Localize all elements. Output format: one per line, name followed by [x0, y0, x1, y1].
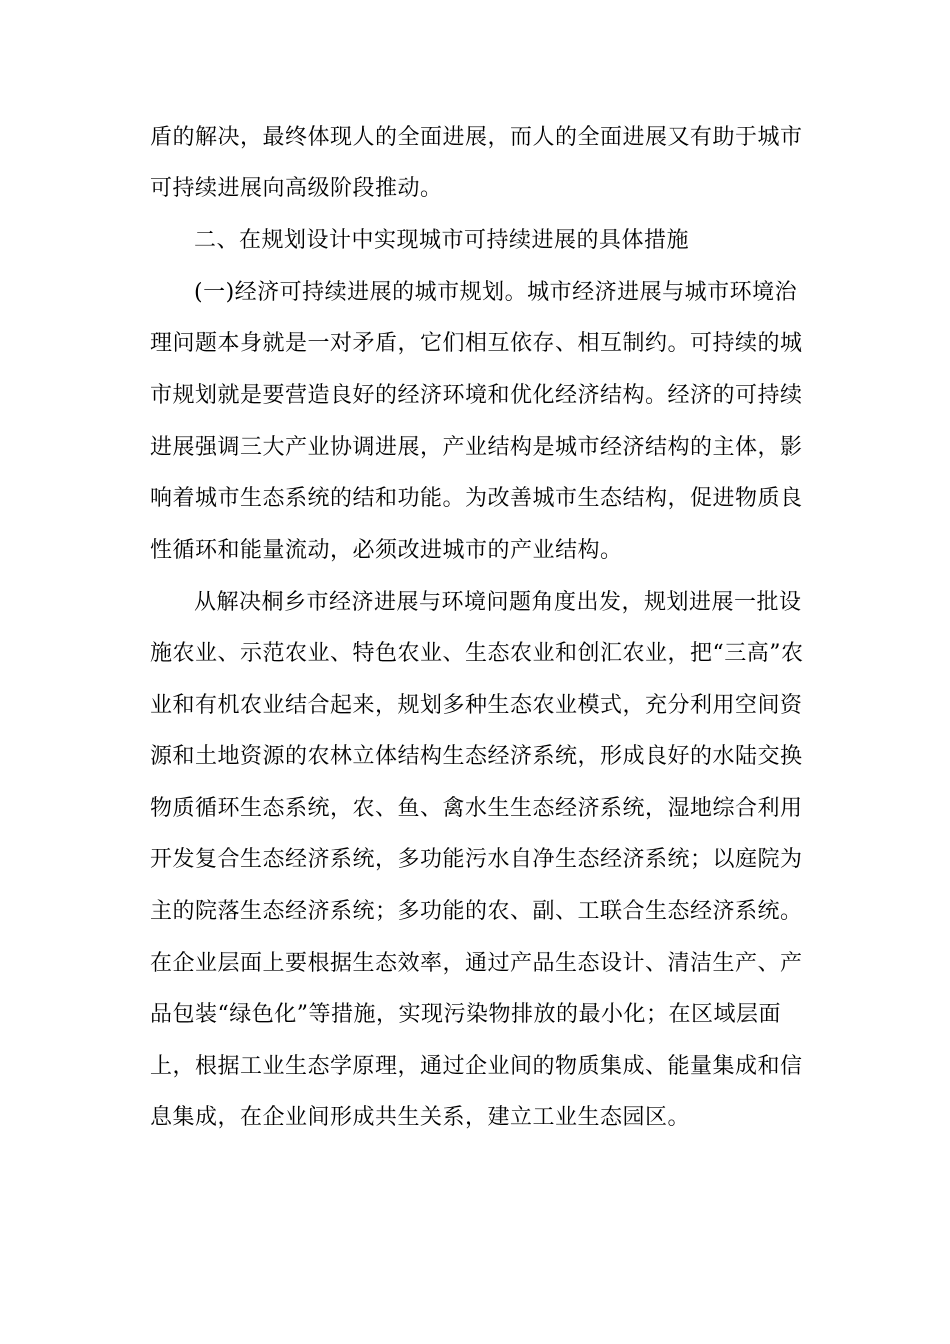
text-line: 业和有机农业结合起来，规划多种生态农业模式，充分利用空间资: [150, 693, 803, 718]
text-line: 可持续进展向高级阶段推动。: [150, 176, 443, 201]
text-line: 源和土地资源的农林立体结构生态经济系统，形成良好的水陆交换: [150, 744, 803, 769]
text-line: 息集成，在企业间形成共生关系，建立工业生态园区。: [150, 1105, 691, 1130]
text-line: (一)经济可持续进展的城市规划。城市经济进展与城市环境治: [194, 280, 798, 305]
text-line: 品包装“绿色化”等措施，实现污染物排放的最小化；在区域层面: [150, 1002, 781, 1027]
text-line: 开发复合生态经济系统，多功能污水自净生态经济系统；以庭院为: [150, 847, 803, 872]
text-line: 上，根据工业生态学原理，通过企业间的物质集成、能量集成和信: [150, 1054, 803, 1079]
text-line: 盾的解决，最终体现人的全面进展，而人的全面进展又有助于城市: [150, 125, 803, 150]
text-line: 施农业、示范农业、特色农业、生态农业和创汇农业，把“三高”农: [150, 641, 804, 666]
text-line: 在企业层面上要根据生态效率，通过产品生态设计、清洁生产、产: [150, 951, 803, 976]
text-line: 响着城市生态系统的结和功能。为改善城市生态结构，促进物质良: [150, 486, 803, 511]
text-line: 性循环和能量流动，必须改进城市的产业结构。: [150, 538, 623, 563]
text-line: 进展强调三大产业协调进展，产业结构是城市经济结构的主体，影: [150, 435, 803, 460]
section-heading: 二、在规划设计中实现城市可持续进展的具体措施: [194, 228, 690, 253]
text-line: 主的院落生态经济系统；多功能的农、副、工联合生态经济系统。: [150, 899, 803, 924]
text-line: 市规划就是要营造良好的经济环境和优化经济结构。经济的可持续: [150, 383, 803, 408]
text-line: 物质循环生态系统，农、鱼、禽水生生态经济系统，湿地综合利用: [150, 796, 803, 821]
text-line: 从解决桐乡市经济进展与环境问题角度出发，规划进展一批设: [194, 590, 802, 615]
text-line: 理问题本身就是一对矛盾，它们相互依存、相互制约。可持续的城: [150, 331, 803, 356]
